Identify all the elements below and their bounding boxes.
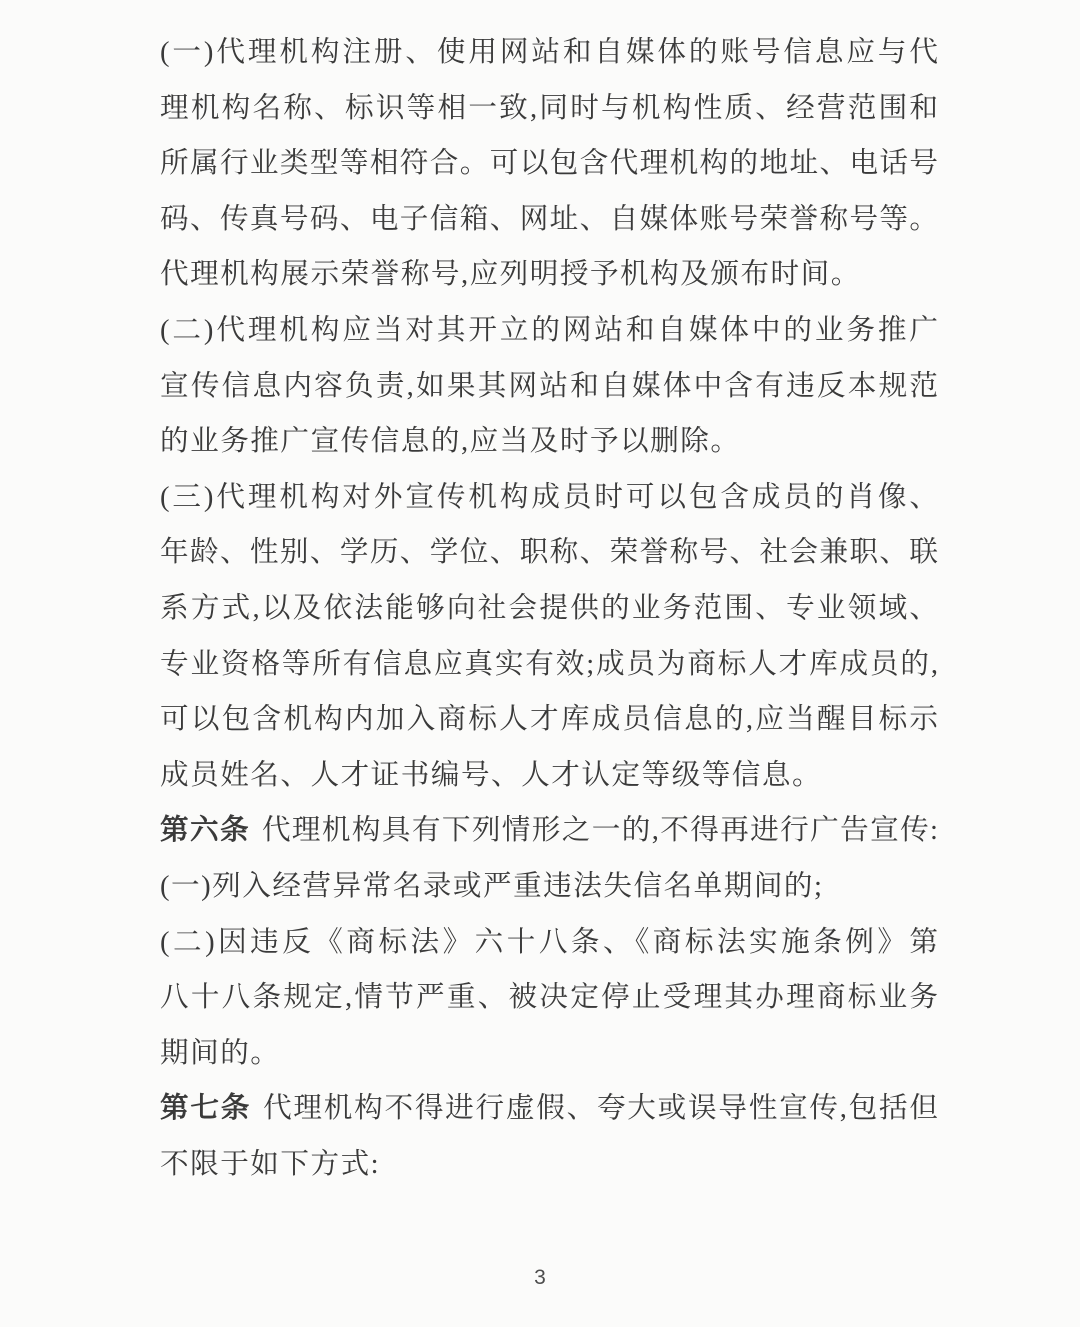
text-line: 专业资格等所有信息应真实有效;成员为商标人才库成员的, [160, 648, 938, 680]
text-line: 系方式,以及依法能够向社会提供的业务范围、专业领域、 [160, 592, 938, 624]
document-body [160, 25, 938, 1192]
text-line: 八十八条规定,情节严重、被决定停止受理其办理商标业务 [160, 982, 938, 1014]
text-line: 代理机构展示荣誉称号,应列明授予机构及颁布时间。 [160, 259, 861, 291]
text-line: 成员姓名、人才证书编号、人才认定等级等信息。 [160, 759, 823, 791]
text-line: 第七条 代理机构不得进行虚假、夸大或误导性宣传,包括但 [160, 1093, 938, 1125]
document-lines [160, 25, 938, 1192]
text-line: 理机构名称、标识等相一致,同时与机构性质、经营范围和 [160, 92, 938, 124]
text-line: (二)因违反《商标法》六十八条、《商标法实施条例》第 [160, 926, 938, 958]
text-line: 可以包含机构内加入商标人才库成员信息的,应当醒目标示 [160, 704, 938, 736]
text-line: 所属行业类型等相符合。可以包含代理机构的地址、电话号 [160, 148, 938, 180]
text-line: 码、传真号码、电子信箱、网址、自媒体账号荣誉称号等。 [160, 203, 938, 235]
text-line: (一)代理机构注册、使用网站和自媒体的账号信息应与代 [160, 37, 938, 68]
text-line: 年龄、性别、学历、学位、职称、荣誉称号、社会兼职、联 [160, 537, 938, 569]
text-line: 第六条 代理机构具有下列情形之一的,不得再进行广告宣传: [160, 815, 938, 847]
text-line: 的业务推广宣传信息的,应当及时予以删除。 [160, 426, 741, 458]
text-line: (三)代理机构对外宣传机构成员时可以包含成员的肖像、 [160, 481, 938, 513]
text-line: (一)列入经营异常名录或严重违法失信名单期间的; [160, 870, 824, 902]
page-footer [0, 1266, 1080, 1290]
page-number: 3 [534, 1266, 546, 1289]
text-line: 宣传信息内容负责,如果其网站和自媒体中含有违反本规范 [160, 370, 938, 402]
article-number: 第六条 [160, 815, 250, 847]
text-line: 期间的。 [160, 1037, 281, 1069]
text-line: (二)代理机构应当对其开立的网站和自媒体中的业务推广 [160, 314, 938, 346]
text-line: 不限于如下方式: [160, 1148, 381, 1180]
article-number: 第七条 [160, 1093, 252, 1125]
